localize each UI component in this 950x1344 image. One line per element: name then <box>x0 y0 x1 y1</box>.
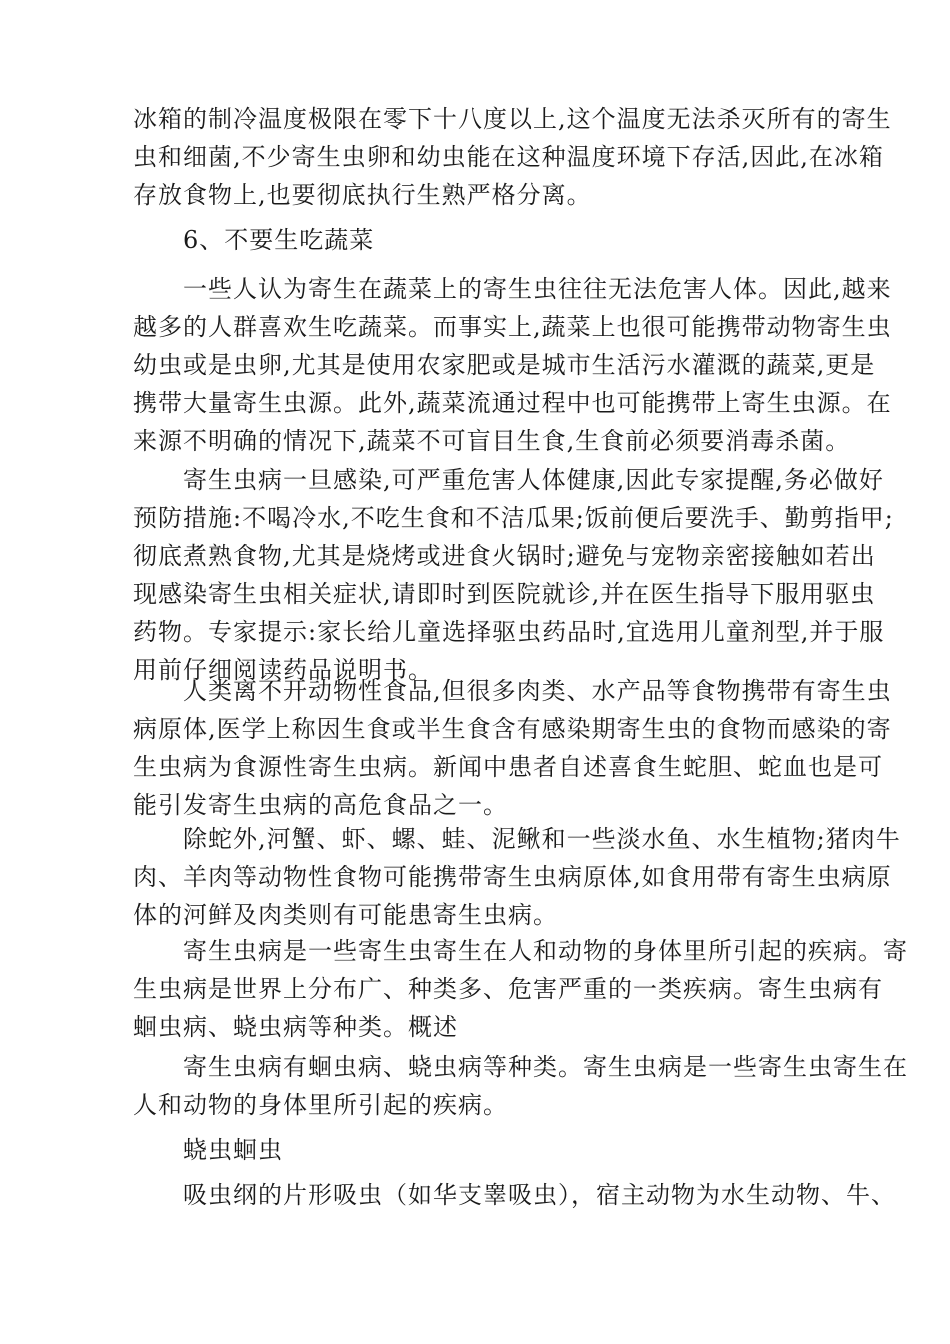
section-heading <box>133 221 823 259</box>
text-line: 寄生虫病是一些寄生虫寄生在人和动物的身体里所引起的疾病。寄 <box>133 937 908 965</box>
text-line: 彻底煮熟食物,尤其是烧烤或进食火锅时;避免与宠物亲密接触如若出 <box>133 542 876 570</box>
text-line: 寄生虫病有蛔虫病、蛲虫病等种类。寄生虫病是一些寄生虫寄生在 <box>133 1053 908 1081</box>
subheading-pinworm-roundworm <box>133 1131 823 1169</box>
text-line: 蛔虫病、蛲虫病等种类。概述 <box>133 1013 458 1041</box>
text-line: 来源不明确的情况下,蔬菜不可盲目生食,生食前必须要消毒杀菌。 <box>133 427 851 455</box>
text-line: 虫和细菌,不少寄生虫卵和幼虫能在这种温度环境下存活,因此,在冰箱 <box>133 143 884 171</box>
text-line: 生虫病为食源性寄生虫病。新闻中患者自述喜食生蛇胆、蛇血也是可 <box>133 753 883 781</box>
text-line: 人类离不开动物性食品,但很多肉类、水产品等食物携带有寄生虫 <box>133 677 892 705</box>
text-line: 人和动物的身体里所引起的疾病。 <box>133 1091 508 1119</box>
paragraph-seafood <box>133 820 901 934</box>
paragraph-vegetables <box>133 270 892 460</box>
text-line: 用前仔细阅读药品说明书。 <box>133 656 433 684</box>
paragraph-animal-food <box>133 672 892 824</box>
text-line: 冰箱的制冷温度极限在零下十八度以上,这个温度无法杀灭所有的寄生 <box>133 105 892 133</box>
text-line: 6、不要生吃蔬菜 <box>133 226 375 254</box>
text-line: 寄生虫病一旦感染,可严重危害人体健康,因此专家提醒,务必做好 <box>133 466 884 494</box>
text-line: 蛲虫蛔虫 <box>133 1136 283 1164</box>
text-line: 除蛇外,河蟹、虾、螺、蛙、泥鳅和一些淡水鱼、水生植物;猪肉牛 <box>133 825 901 853</box>
text-line: 存放食物上,也要彻底执行生熟严格分离。 <box>133 181 592 209</box>
paragraph-refrigerator <box>133 100 892 214</box>
text-line: 预防措施:不喝冷水,不吃生食和不洁瓜果;饭前便后要洗手、勤剪指甲; <box>133 504 894 532</box>
text-line: 肉、羊肉等动物性食物可能携带寄生虫病原体,如食用带有寄生虫病原 <box>133 863 892 891</box>
text-line: 现感染寄生虫相关症状,请即时到医院就诊,并在医生指导下服用驱虫 <box>133 580 876 608</box>
text-line: 幼虫或是虫卵,尤其是使用农家肥或是城市生活污水灌溉的蔬菜,更是 <box>133 351 876 379</box>
text-line: 病原体,医学上称因生食或半生食含有感染期寄生虫的食物而感染的寄 <box>133 715 892 743</box>
text-line: 体的河鲜及肉类则有可能患寄生虫病。 <box>133 901 558 929</box>
text-line: 药物。专家提示:家长给儿童选择驱虫药品时,宜选用儿童剂型,并于服 <box>133 618 885 646</box>
text-line: 生虫病是世界上分布广、种类多、危害严重的一类疾病。寄生虫病有 <box>133 975 883 1003</box>
text-line: 吸虫纲的片形吸虫（如华支睾吸虫），宿主动物为水生动物、牛、 <box>133 1181 896 1209</box>
text-line: 越多的人群喜欢生吃蔬菜。而事实上,蔬菜上也很可能携带动物寄生虫 <box>133 313 892 341</box>
text-line: 能引发寄生虫病的高危食品之一。 <box>133 791 508 819</box>
paragraph-prevention <box>133 461 894 689</box>
text-line: 携带大量寄生虫源。此外,蔬菜流通过程中也可能携带上寄生虫源。在 <box>133 389 892 417</box>
paragraph-disease-definition <box>133 932 908 1046</box>
paragraph-trematode <box>133 1176 896 1214</box>
paragraph-disease-types <box>133 1048 908 1124</box>
text-line: 一些人认为寄生在蔬菜上的寄生虫往往无法危害人体。因此,越来 <box>133 275 892 303</box>
